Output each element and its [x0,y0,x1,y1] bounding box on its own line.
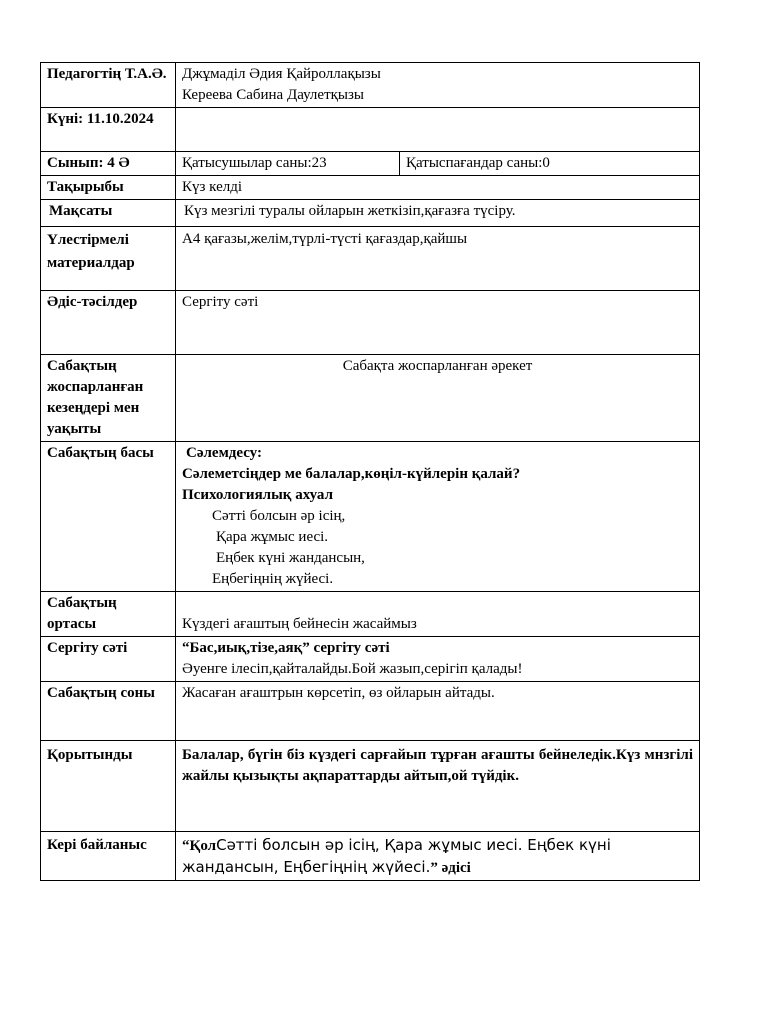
materials-value: А4 қағазы,желім,түрлі-түсті қағаздар,қайшы [176,227,700,291]
row-methods [41,291,700,355]
conclusion-value: Балалар, бүгін біз күздегі сарғайып тұрған ағашты бейнеледік.Күз мнзгілі жайлы қызықты ақпараттарды айтып,ой түйдік. [176,741,700,832]
poem-line: Еңбегіңнің жүйесі. [212,571,334,587]
row-lesson-start [41,442,700,592]
row-lesson-end [41,682,700,741]
class-label: Сынып: 4 Ә [41,152,176,176]
teacher-label: Педагогтің Т.А.Ә. [41,63,176,108]
teacher-line-2: Кереева Сабина Даулетқызы [182,87,364,103]
stages-value: Сабақта жоспарланған әрекет [176,355,700,442]
row-feedback [41,832,700,881]
feedback-value [176,832,700,881]
poem-line: Еңбек күні жандансын, [216,550,365,566]
warmup-content [176,637,700,682]
row-date [41,108,700,152]
date-label: Күні: 11.10.2024 [41,108,176,152]
warmup-label: Сергіту сәті [41,637,176,682]
poem-line: Қара жұмыс иесі. [216,529,329,545]
row-class [41,152,700,176]
absent-count: Қатыспағандар саны:0 [400,152,700,176]
materials-label: Үлестірмелі материалдар [41,227,176,291]
start-content [176,442,700,592]
greeting-heading: Сәлемдесу: [186,445,262,461]
row-conclusion [41,741,700,832]
goal-label: Мақсаты [41,200,176,227]
feedback-text: Сәтті болсын әр ісің, Қара жұмыс иесі. Еңбек күні жандансын, Еңбегіңнің жүйесі. [182,836,611,876]
warmup-title: “Бас,иық,тізе,аяқ” сергіту сәті [182,640,390,656]
methods-label: Әдіс-тәсілдер [41,291,176,355]
end-label: Сабақтың соны [41,682,176,741]
topic-label: Тақырыбы [41,176,176,200]
feedback-open-quote: “Қол [182,838,217,854]
lesson-plan-table [40,62,700,881]
middle-value: Күздегі ағаштың бейнесін жасаймыз [176,592,700,637]
feedback-method: ” әдісі [430,860,471,876]
row-lesson-middle [41,592,700,637]
row-stages [41,355,700,442]
poem-line: Сәтті болсын әр ісің, [212,508,346,524]
conclusion-label: Қорытынды [41,741,176,832]
row-topic [41,176,700,200]
stages-label: Сабақтың жоспарланған кезеңдері мен уақыты [41,355,176,442]
row-warmup [41,637,700,682]
row-goal [41,200,700,227]
teacher-line-1: Джұмаділ Әдия Қайроллақызы [182,66,381,82]
row-materials [41,227,700,291]
row-teacher [41,63,700,108]
present-count: Қатысушылар саны:23 [176,152,400,176]
start-label: Сабақтың басы [41,442,176,592]
methods-value: Сергіту сәті [176,291,700,355]
poem [182,506,693,590]
teacher-value [176,63,700,108]
topic-value: Күз келді [176,176,700,200]
warmup-text: Әуенге ілесіп,қайталайды.Бой жазып,серігіп қалады! [182,661,523,677]
middle-label: Сабақтың ортасы [41,592,176,637]
date-value [176,108,700,152]
greeting-question: Сәлеметсіңдер ме балалар,көңіл-күйлерін қалай? [182,466,521,482]
end-value: Жасаған ағаштрын көрсетіп, өз ойларын айтады. [176,682,700,741]
feedback-label: Кері байланыс [41,832,176,881]
goal-value: Күз мезгілі туралы ойларын жеткізіп,қағазға түсіру. [176,200,700,227]
mood-heading: Психологиялық ахуал [182,487,333,503]
